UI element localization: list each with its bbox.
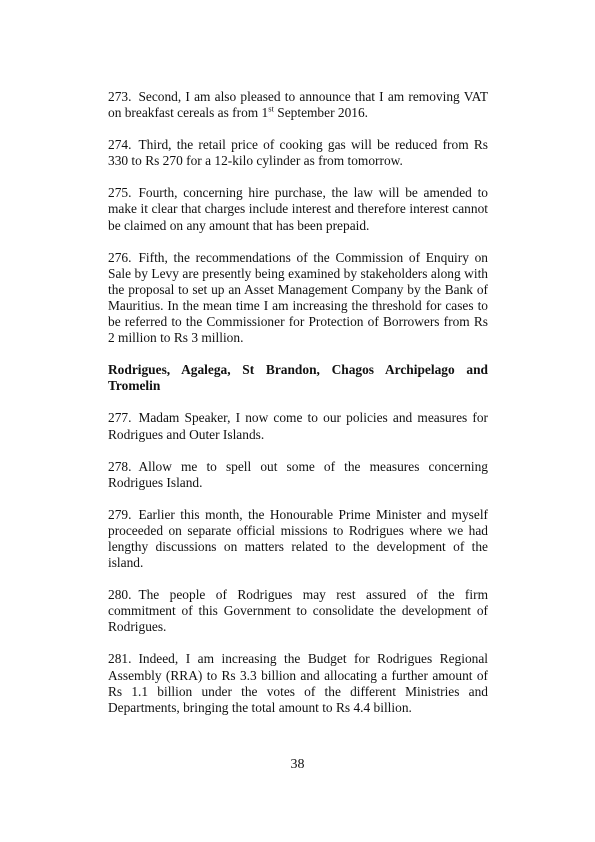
paragraph-275 [108,185,488,233]
paragraph-278 [108,459,488,491]
paragraph-number: 281. [108,651,132,667]
paragraph-text: Third, the retail price of cooking gas will be reduced from Rs 330 to Rs 270 for a 12-kilo cylinder as from tomorrow. [108,137,488,169]
paragraph-number: 278. [108,458,132,474]
paragraph-text: Fourth, concerning hire purchase, the law will be amended to make it clear that charges include interest and therefore interest cannot be claimed on any amount that has been prepaid. [108,185,488,233]
paragraph-text: Fifth, the recommendations of the Commission of Enquiry on Sale by Levy are presently being examined by stakeholders along with the proposal to set up an Asset Management Company by the Bank of Mauritius. In the mean time I am increasing the threshold for cases to be referred to the Commissioner for Protection of Borrowers from Rs 2 million to Rs 3 million. [108,249,488,346]
paragraph-number: 276. [108,249,132,265]
paragraph-274 [108,137,488,169]
paragraph-text-continued: September 2016. [273,105,369,121]
paragraph-276 [108,250,488,347]
paragraph-279 [108,507,488,571]
paragraph-number: 277. [108,410,132,426]
ordinal-suffix: st [268,103,274,114]
paragraph-280 [108,587,488,635]
paragraph-number: 275. [108,185,132,201]
paragraph-text: Second, I am also pleased to announce that I am removing VAT on breakfast cereals as from 1 [108,89,488,121]
page-number: 38 [290,757,305,772]
section-heading: Rodrigues, Agalega, St Brandon, Chagos Archipelago and Tromelin [108,362,488,394]
paragraph-text: Madam Speaker, I now come to our policies and measures for Rodrigues and Outer Islands. [108,410,488,442]
paragraph-number: 279. [108,506,132,522]
paragraph-text: Indeed, I am increasing the Budget for Rodrigues Regional Assembly (RRA) to Rs 3.3 billion and allocating a further amount of Rs 1.1 billion under the votes of the different Ministries and Departments, bringing the total amount to Rs 4.4 billion. [108,651,488,715]
page-body [108,89,488,732]
paragraph-text: Allow me to spell out some of the measures concerning Rodrigues Island. [108,458,488,490]
paragraph-number: 274. [108,137,132,153]
paragraph-281 [108,651,488,715]
paragraph-text: Earlier this month, the Honourable Prime Minister and myself proceeded on separate official missions to Rodrigues where we had lengthy discussions on matters related to the development of the island. [108,506,488,571]
paragraph-number: 280. [108,587,132,603]
paragraph-number: 273. [108,89,132,104]
paragraph-text: The people of Rodrigues may rest assured of the firm commitment of this Government to consolidate the development of Rodrigues. [108,587,488,635]
paragraph-273 [108,89,488,121]
paragraph-277 [108,410,488,442]
